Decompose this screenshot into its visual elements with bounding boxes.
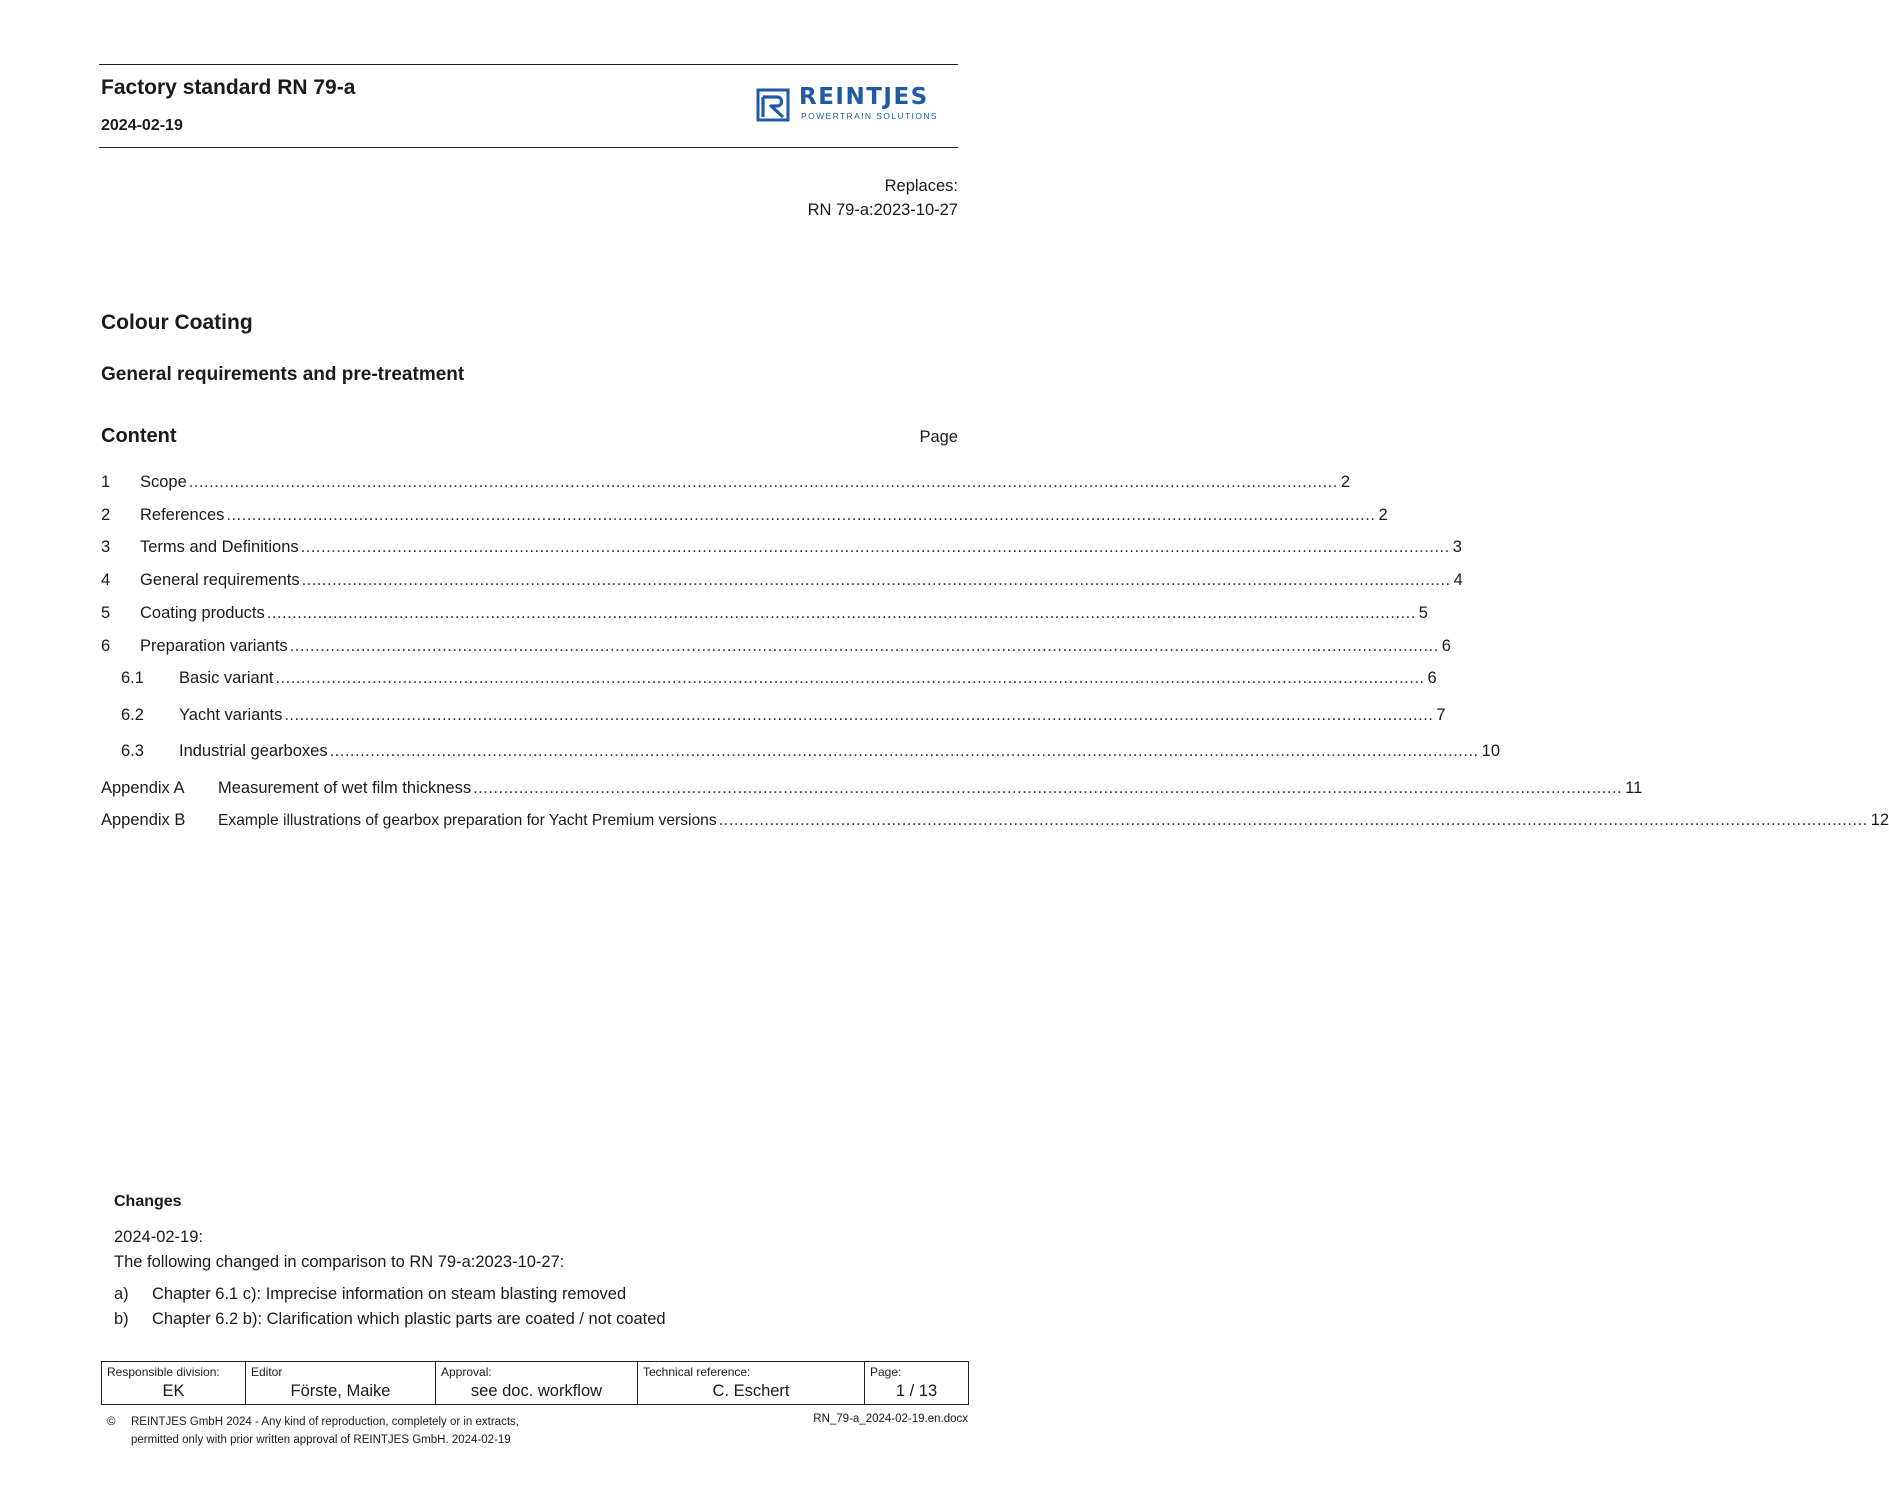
toc-number: 6 xyxy=(101,637,111,655)
toc-page: 2 xyxy=(1340,473,1351,491)
approval-cell xyxy=(436,1362,638,1405)
cell-label: Editor xyxy=(251,1365,283,1379)
toc-number: 1 xyxy=(101,473,111,491)
toc-number: 2 xyxy=(101,506,111,524)
toc-leader: .................................................................................................................................................................................................................................. xyxy=(226,506,1376,524)
header-bottom-rule xyxy=(99,147,958,148)
cell-label: Technical reference: xyxy=(643,1365,751,1379)
document-date: 2024-02-19 xyxy=(101,117,183,134)
toc-number: 3 xyxy=(101,538,111,556)
toc-leader: .................................................................................................................................................................................................................................. xyxy=(301,571,1451,589)
toc-number: 4 xyxy=(101,571,111,589)
cell-value: see doc. workflow xyxy=(470,1382,603,1400)
toc-page: 12 xyxy=(1870,811,1889,829)
reintjes-logo xyxy=(755,84,960,123)
page-cell xyxy=(865,1362,969,1405)
change-item-text: Chapter 6.2 b): Clarification which plastic parts are coated / not coated xyxy=(152,1310,666,1328)
toc-leader: .................................................................................................................................................................................................................................. xyxy=(329,742,1479,760)
toc-entry[interactable] xyxy=(101,473,1351,497)
toc-page: 11 xyxy=(1625,779,1643,797)
toc-entry[interactable] xyxy=(101,669,1437,693)
cell-value: EK xyxy=(162,1382,185,1400)
toc-entry[interactable] xyxy=(101,779,1643,803)
toc-number: 5 xyxy=(101,604,111,622)
page-column-heading: Page xyxy=(919,428,958,446)
changes-intro: The following changed in comparison to RN 79-a:2023-10-27: xyxy=(114,1253,565,1271)
toc-page: 4 xyxy=(1453,571,1463,589)
document-control-table xyxy=(101,1361,969,1405)
main-heading: Colour Coating xyxy=(101,311,253,334)
change-item-label: a) xyxy=(114,1285,129,1303)
change-item xyxy=(114,1285,626,1304)
cell-value: 1 / 13 xyxy=(895,1382,938,1400)
toc-page: 7 xyxy=(1436,706,1446,724)
toc-title: General requirements xyxy=(140,571,300,589)
toc-title: Industrial gearboxes xyxy=(179,742,328,760)
cell-label: Approval: xyxy=(441,1365,492,1379)
editor-cell xyxy=(246,1362,436,1405)
responsible-division-cell xyxy=(102,1362,246,1405)
toc-page: 5 xyxy=(1418,604,1428,622)
file-name: RN_79-a_2024-02-19.en.docx xyxy=(813,1413,968,1425)
toc-page: 3 xyxy=(1452,538,1462,556)
document-title: Factory standard RN 79-a xyxy=(101,76,356,99)
toc-number: 6.3 xyxy=(121,742,144,760)
change-item xyxy=(114,1310,666,1329)
toc-title: Yacht variants xyxy=(179,706,283,724)
technical-reference-cell xyxy=(638,1362,865,1405)
replaces-value: RN 79-a:2023-10-27 xyxy=(807,201,958,219)
content-heading: Content xyxy=(101,425,177,447)
toc-leader: .................................................................................................................................................................................................................................. xyxy=(289,637,1439,655)
copyright-line-2: permitted only with prior written approval of REINTJES GmbH. 2024-02-19 xyxy=(131,1434,511,1446)
copyright-notice xyxy=(107,1413,519,1449)
toc-number: Appendix A xyxy=(101,779,185,797)
changes-date: 2024-02-19: xyxy=(114,1228,203,1246)
toc-title: Basic variant xyxy=(179,669,274,687)
toc-leader: .................................................................................................................................................................................................................................. xyxy=(266,604,1416,622)
header-top-rule xyxy=(99,64,958,65)
toc-entry[interactable] xyxy=(101,571,1463,595)
toc-entry[interactable] xyxy=(101,811,1889,835)
toc-entry[interactable] xyxy=(101,637,1451,661)
change-item-label: b) xyxy=(114,1310,129,1328)
replaces-label: Replaces: xyxy=(884,177,958,195)
toc-entry[interactable] xyxy=(101,506,1388,530)
cell-value: C. Eschert xyxy=(712,1382,790,1400)
toc-leader: .................................................................................................................................................................................................................................. xyxy=(473,779,1623,797)
sub-heading: General requirements and pre-treatment xyxy=(101,364,465,385)
toc-leader: .................................................................................................................................................................................................................................. xyxy=(188,473,1338,491)
cell-value: Förste, Maike xyxy=(290,1382,391,1400)
toc-entry[interactable] xyxy=(101,706,1446,730)
toc-title: References xyxy=(140,506,225,524)
logo-tagline: POWERTRAIN SOLUTIONS xyxy=(801,111,938,121)
toc-title: Example illustrations of gearbox preparation for Yacht Premium versions xyxy=(218,812,717,829)
toc-leader: .................................................................................................................................................................................................................................. xyxy=(284,706,1434,724)
toc-entry[interactable] xyxy=(101,538,1462,562)
toc-leader: .................................................................................................................................................................................................................................. xyxy=(300,538,1450,556)
toc-page: 6 xyxy=(1427,669,1437,687)
copyright-line-1: REINTJES GmbH 2024 - Any kind of reproduction, completely or in extracts, xyxy=(131,1416,519,1428)
toc-number: 6.1 xyxy=(121,669,144,687)
toc-number: 6.2 xyxy=(121,706,144,724)
toc-title: Scope xyxy=(140,473,187,491)
toc-title: Preparation variants xyxy=(140,637,288,655)
toc-page: 6 xyxy=(1441,637,1451,655)
toc-page: 10 xyxy=(1481,742,1500,760)
toc-leader: .................................................................................................................................................................................................................................. xyxy=(275,669,1425,687)
toc-leader: .................................................................................................................................................................................................................................. xyxy=(718,811,1868,829)
toc-entry[interactable] xyxy=(101,604,1428,628)
logo-wordmark: REINTJES xyxy=(799,84,929,110)
replaces-block xyxy=(808,174,958,222)
toc-title: Terms and Definitions xyxy=(140,538,299,556)
cell-label: Responsible division: xyxy=(107,1365,220,1379)
copyright-symbol: © xyxy=(107,1416,116,1428)
change-item-text: Chapter 6.1 c): Imprecise information on steam blasting removed xyxy=(152,1285,627,1303)
reintjes-logo-mark xyxy=(755,87,791,123)
toc-title: Measurement of wet film thickness xyxy=(218,779,472,797)
toc-number: Appendix B xyxy=(101,811,186,829)
cell-label: Page: xyxy=(870,1365,902,1379)
toc-entry[interactable] xyxy=(101,742,1500,766)
toc-page: 2 xyxy=(1378,506,1388,524)
changes-heading: Changes xyxy=(114,1193,182,1210)
toc-title: Coating products xyxy=(140,604,265,622)
